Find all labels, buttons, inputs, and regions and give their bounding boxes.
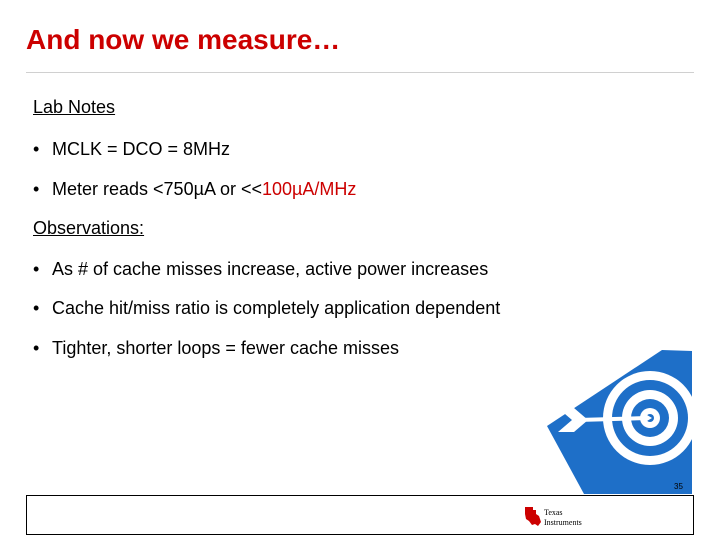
logo-line-texas: Texas (544, 508, 563, 517)
observation-item (33, 259, 488, 280)
observation-text: Tighter, shorter loops = fewer cache misses (52, 338, 399, 358)
bullseye-with-arrow-icon (544, 348, 694, 498)
bullet-marker: • (33, 298, 40, 318)
bullet-marker: • (33, 179, 40, 199)
observation-item (33, 298, 500, 319)
observations-heading: Observations: (33, 218, 145, 238)
lab-note-text: MCLK = DCO = 8MHz (52, 139, 231, 159)
lab-notes-heading: Lab Notes (33, 97, 116, 117)
observation-text: As # of cache misses increase, active power increases (52, 259, 489, 279)
bullet-marker: • (33, 259, 40, 279)
bullet-marker: • (33, 338, 40, 358)
title-divider (26, 72, 694, 73)
observation-item (33, 338, 399, 359)
lab-note-item (33, 139, 230, 160)
slide-title: And now we measure… (26, 24, 341, 55)
texas-instruments-logo (521, 504, 617, 528)
lab-note-text: Meter reads <750µA or << (52, 179, 262, 199)
lab-note-item (33, 179, 356, 200)
lab-note-highlight: 100µA/MHz (262, 179, 357, 199)
bullet-marker: • (33, 139, 40, 159)
logo-line-instruments: Instruments (544, 518, 582, 527)
slide-number: 35 (674, 482, 683, 491)
observation-text: Cache hit/miss ratio is completely application dependent (52, 298, 501, 318)
